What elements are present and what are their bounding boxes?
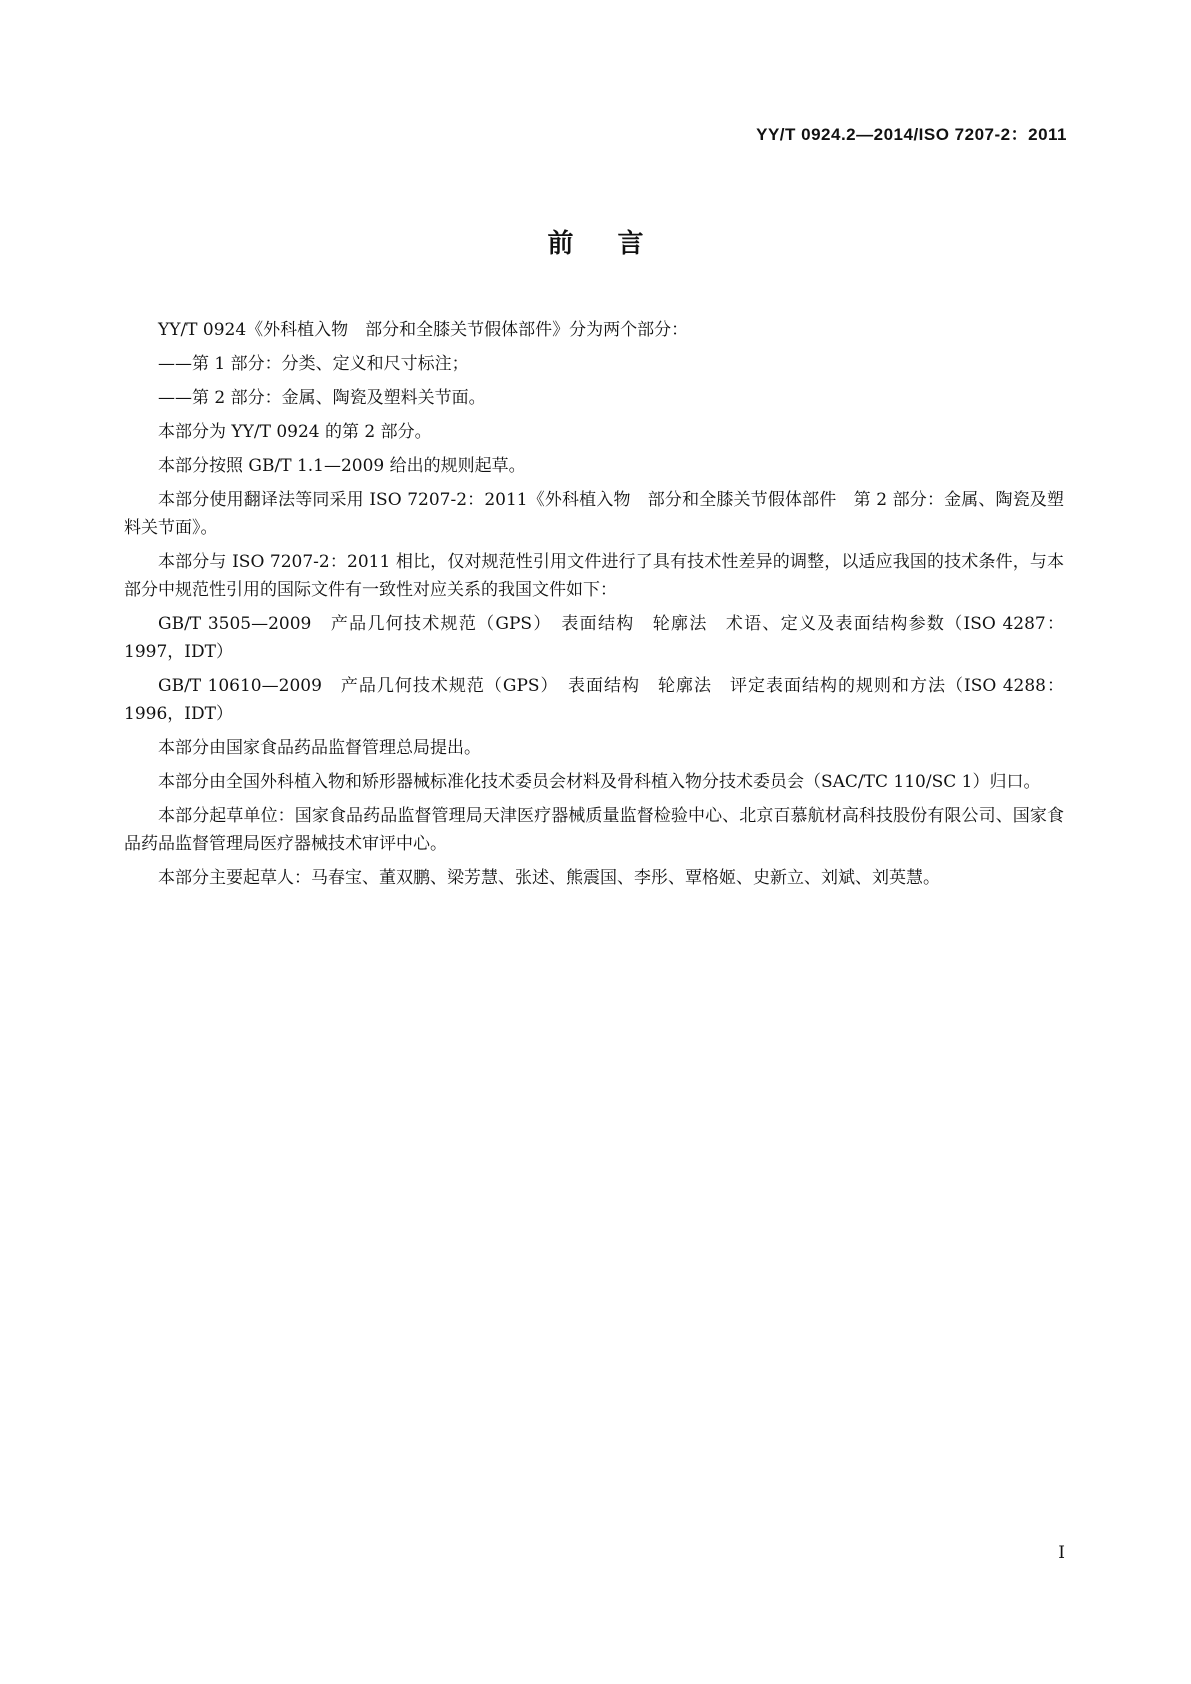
paragraph-reference-gb10610: GB/T 10610—2009 产品几何技术规范（GPS） 表面结构 轮廓法 评定表面结构的规则和方法（ISO 4288：1996，IDT）	[124, 676, 1064, 724]
foreword-body	[124, 316, 1064, 898]
paragraph-main-drafters: 本部分主要起草人：马春宝、董双鹏、梁芳慧、张述、熊震国、李彤、覃格姬、史新立、刘斌、刘英慧。	[158, 868, 940, 888]
page-title: 前言	[547, 229, 688, 259]
page-number: I	[1058, 1543, 1065, 1563]
paragraph-this-part: 本部分为 YY/T 0924 的第 2 部分。	[158, 422, 432, 442]
paragraph-reference-gb3505: GB/T 3505—2009 产品几何技术规范（GPS） 表面结构 轮廓法 术语、定义及表面结构参数（ISO 4287：1997，IDT）	[124, 614, 1064, 662]
paragraph-part-2: ——第 2 部分：金属、陶瓷及塑料关节面。	[158, 388, 486, 408]
standard-number: YY/T 0924.2—2014/ISO 7207-2：2011	[756, 125, 1067, 144]
paragraph-series-intro: YY/T 0924《外科植入物 部分和全膝关节假体部件》分为两个部分：	[158, 320, 689, 340]
paragraph-translation-method: 本部分使用翻译法等同采用 ISO 7207-2：2011《外科植入物 部分和全膝关节假体部件 第 2 部分：金属、陶瓷及塑料关节面》。	[124, 490, 1064, 538]
paragraph-proposed-by: 本部分由国家食品药品监督管理总局提出。	[158, 738, 481, 758]
paragraph-drafting-rules: 本部分按照 GB/T 1.1—2009 给出的规则起草。	[158, 456, 526, 476]
paragraph-under-jurisdiction: 本部分由全国外科植入物和矫形器械标准化技术委员会材料及骨科植入物分技术委员会（SAC/TC 110/SC 1）归口。	[158, 772, 1041, 792]
paragraph-technical-differences: 本部分与 ISO 7207-2：2011 相比，仅对规范性引用文件进行了具有技术性差异的调整，以适应我国的技术条件，与本部分中规范性引用的国际文件有一致性对应关系的我国文件如下：	[124, 552, 1064, 600]
paragraph-drafting-units: 本部分起草单位：国家食品药品监督管理局天津医疗器械质量监督检验中心、北京百慕航材高科技股份有限公司、国家食品药品监督管理局医疗器械技术审评中心。	[124, 806, 1064, 854]
paragraph-part-1: ——第 1 部分：分类、定义和尺寸标注；	[158, 354, 469, 374]
